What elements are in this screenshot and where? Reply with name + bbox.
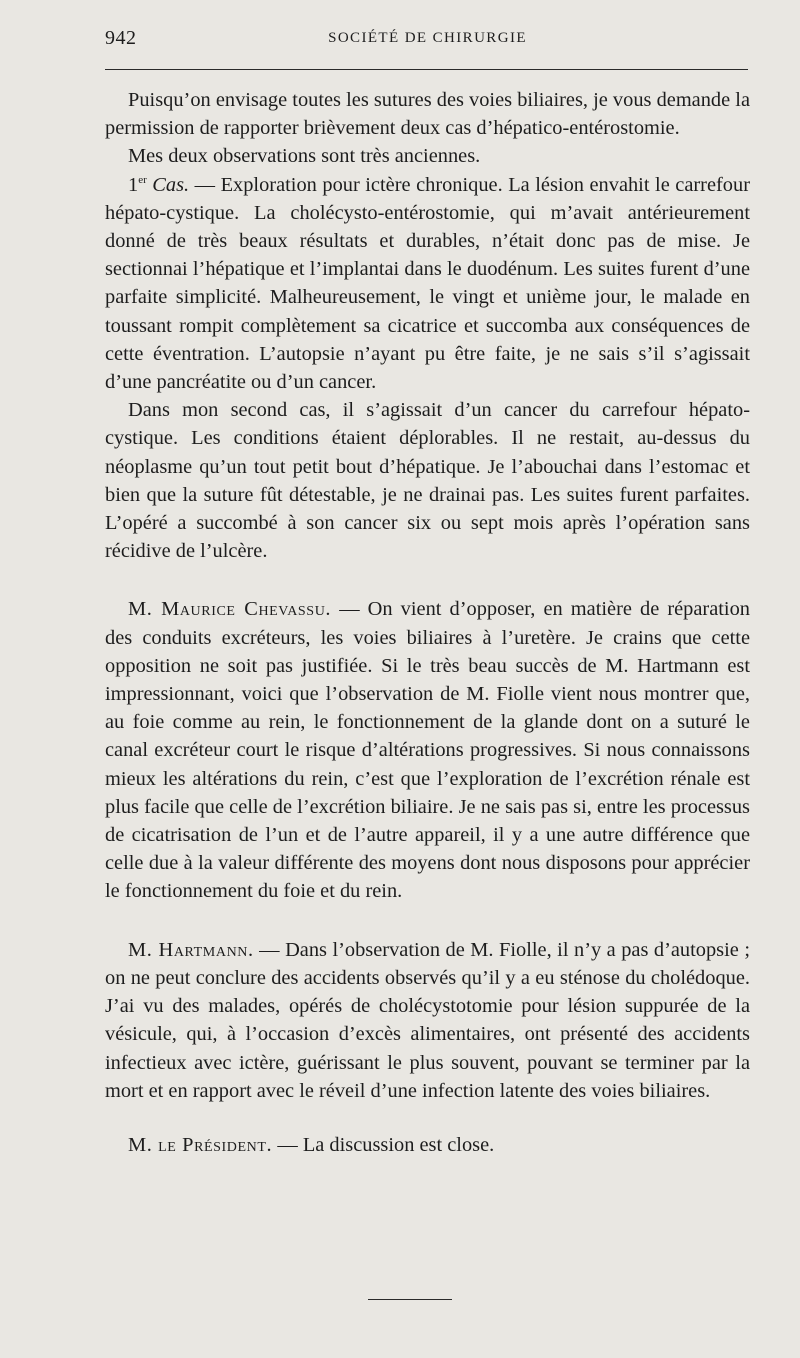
- paragraph-text: — Exploration pour ictère chronique. La lésion envahit le carrefour hépato-cystique. La cholécysto-entérostomie, qui m’avait antérieurement donné de très beaux résultats et durables, n’était donc pas de mise. Je sectionnai l’hépatique et l’implantai dans le duodénum. Les suites furent d’une parfaite simplicité. Malheureusement, le vingt et unième jour, le malade en toussant rompit complètement sa cicatrice et succomba aux conséquences de cette éventration. L’autopsie n’ayant pu être faite, je ne sais s’il s’agissait d’une pancréatite ou d’un cancer.: [105, 173, 750, 394]
- paragraph-text: Mes deux observations sont très anciennes.: [128, 145, 481, 168]
- paragraph-text: Dans mon second cas, il s’agissait d’un cancer du carrefour hépato-cystique. Les conditions étaient déplorables. Il ne restait, au-dessus du néoplasme qu’un tout petit bout d’hépatique. Je l’abouchai dans l’estomac et bien que la suture fût détestable, je ne drainai pas. Les suites furent parfaites. L’opéré a succombé à son cancer six ou sept mois après l’opération sans récidive de l’ulcère.: [105, 399, 750, 563]
- page-header: [105, 27, 750, 55]
- speaker-name: M. Maurice Chevassu.: [128, 598, 332, 621]
- paragraph-text: Puisqu’on envisage toutes les sutures des voies biliaires, je vous demande la permission de rapporter brièvement deux cas d’hépatico-entérostomie.: [105, 89, 750, 140]
- section-gap: [105, 565, 750, 595]
- paragraph-case-2: [105, 396, 750, 565]
- paragraph-chevassu: [105, 595, 750, 905]
- paragraph-case-1: [105, 171, 750, 397]
- paragraph-hartmann: [105, 936, 750, 1105]
- header-rule: [105, 69, 748, 70]
- running-head: SOCIÉTÉ DE CHIRURGIE: [328, 30, 527, 46]
- paragraph-text: — La discussion est close.: [272, 1133, 495, 1156]
- case-number-suffix: er: [138, 173, 147, 186]
- page-number: 942: [105, 27, 137, 49]
- paragraph-observations: [105, 142, 750, 170]
- body-text: [105, 86, 750, 1159]
- closing-rule: [368, 1299, 452, 1300]
- section-gap: [105, 906, 750, 936]
- paragraph-intro: [105, 86, 750, 142]
- speaker-name: M. le Président.: [128, 1133, 273, 1156]
- case-label: Cas.: [152, 173, 190, 196]
- case-number: 1: [128, 173, 139, 196]
- paragraph-text: — On vient d’opposer, en matière de réparation des conduits excréteurs, les voies biliaires à l’uretère. Je crains que cette opposition ne soit pas justifiée. Si le très beau succès de M. Hartmann est impressionnant, voici que l’observation de M. Fiolle vient nous montrer que, au foie comme au rein, le fonctionnement de la glande dont on a suturé le canal excréteur court le risque d’altérations progressives. Si nous connaissons mieux les altérations du rein, c’est que l’exploration de l’excrétion rénale est plus facile que celle de l’excrétion biliaire. Je ne sais pas si, entre les processus de cicatrisation de l’un et de l’autre appareil, il y a une autre différence que celle due à la valeur différente des moyens dont nous disposons pour apprécier le fonctionnement du foie et du rein.: [105, 598, 750, 903]
- paragraph-text: — Dans l’observation de M. Fiolle, il n’y a pas d’autopsie ; on ne peut conclure des accidents observés qu’il y a eu sténose du cholédoque. J’ai vu des malades, opérés de cholécystotomie pour lésion suppurée de la vésicule, qui, à l’occasion d’excès alimentaires, ont présenté des accidents infectieux avec ictère, guérissant le plus souvent, pouvant se terminer par la mort et en rapport avec le réveil d’une infection latente des voies biliaires.: [105, 938, 750, 1102]
- paragraph-president: [105, 1131, 750, 1159]
- section-gap: [105, 1105, 750, 1131]
- speaker-name: M. Hartmann.: [128, 938, 254, 961]
